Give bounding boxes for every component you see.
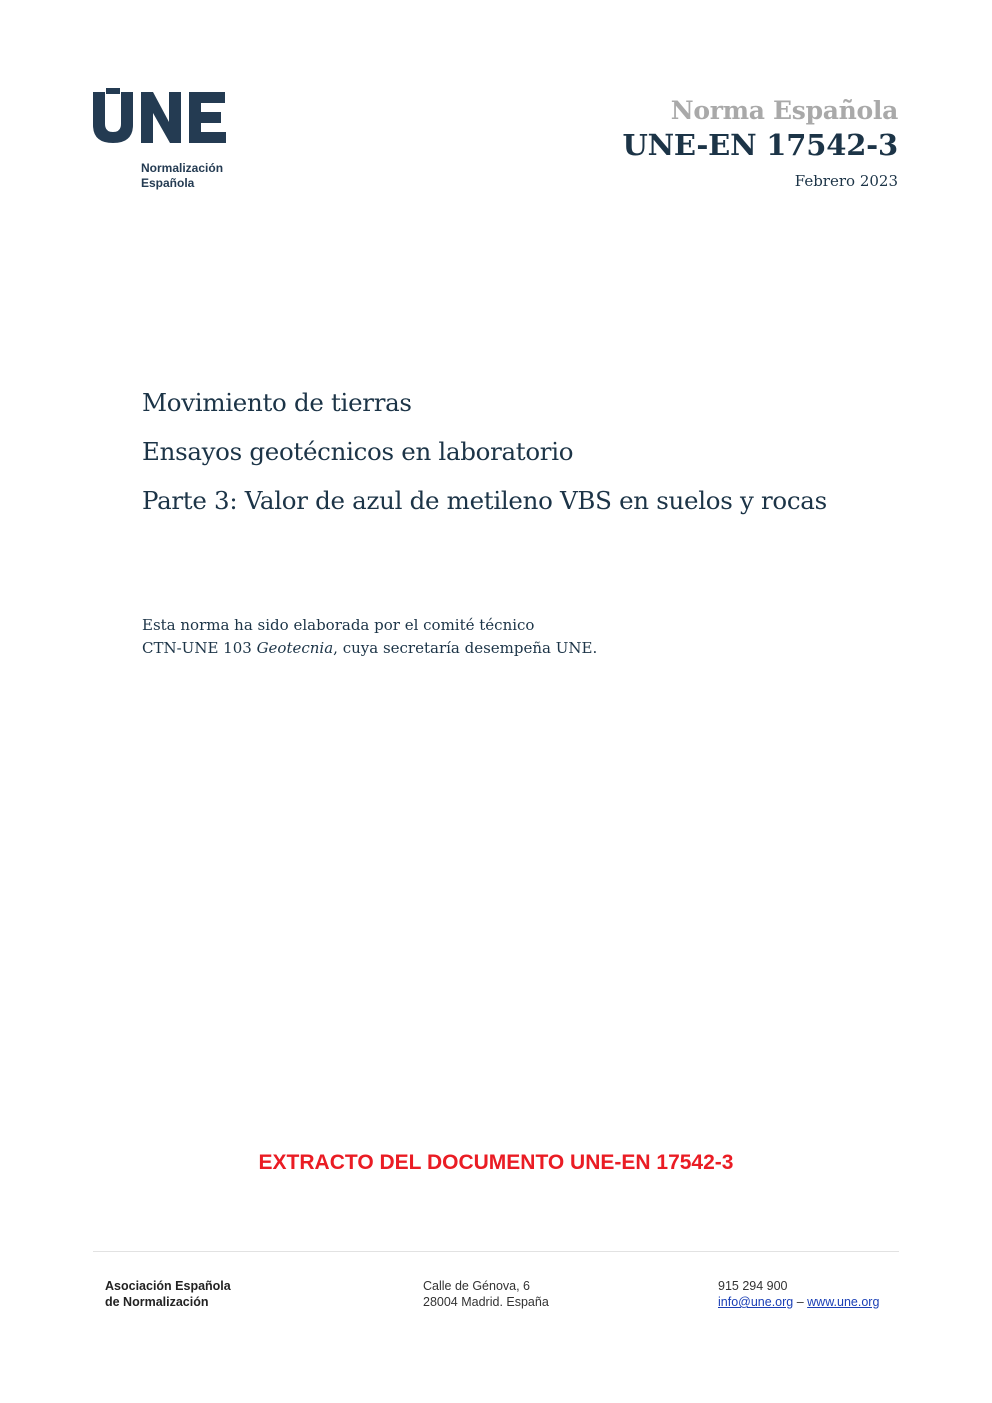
website-link[interactable]: www.une.org — [807, 1295, 880, 1309]
committee-line-1: Esta norma ha sido elaborada por el comité técnico — [142, 616, 535, 634]
logo-subtitle-line2: Española — [141, 176, 195, 190]
standard-code: UNE-EN 17542-3 — [622, 128, 898, 162]
committee-name: Geotecnia — [256, 639, 334, 657]
footer-phone: 915 294 900 — [718, 1279, 788, 1293]
committee-line-2 — [142, 637, 597, 660]
logo-subtitle-line1: Normalización — [141, 161, 224, 175]
footer-org-line2: de Normalización — [105, 1295, 209, 1309]
committee-code: CTN-UNE 103 — [142, 639, 257, 657]
footer-address — [423, 1278, 549, 1310]
footer-address-line2: 28004 Madrid. España — [423, 1295, 549, 1309]
extract-notice: EXTRACTO DEL DOCUMENTO UNE-EN 17542-3 — [258, 1151, 734, 1174]
footer-links — [718, 1294, 879, 1310]
publication-date: Febrero 2023 — [794, 172, 898, 190]
committee-secretariat: , cuya secretaría desempeña UNE. — [333, 639, 598, 657]
document-header — [623, 96, 899, 190]
une-wordmark-icon — [93, 88, 233, 144]
title-line-3: Parte 3: Valor de azul de metileno VBS en suelos y rocas — [142, 486, 827, 515]
footer-organization — [105, 1278, 231, 1310]
footer-org-line1: Asociación Española — [105, 1279, 231, 1293]
committee-statement — [142, 614, 597, 660]
norma-label: Norma Española — [670, 96, 898, 125]
footer-address-line1: Calle de Génova, 6 — [423, 1279, 531, 1293]
footer-divider — [93, 1251, 899, 1252]
footer-contact — [718, 1278, 879, 1310]
document-titles — [142, 384, 827, 531]
title-line-2: Ensayos geotécnicos en laboratorio — [142, 437, 574, 466]
link-separator: – — [793, 1295, 808, 1309]
title-line-1: Movimiento de tierras — [142, 388, 412, 417]
une-logo — [93, 88, 243, 190]
email-link[interactable]: info@une.org — [718, 1295, 794, 1309]
